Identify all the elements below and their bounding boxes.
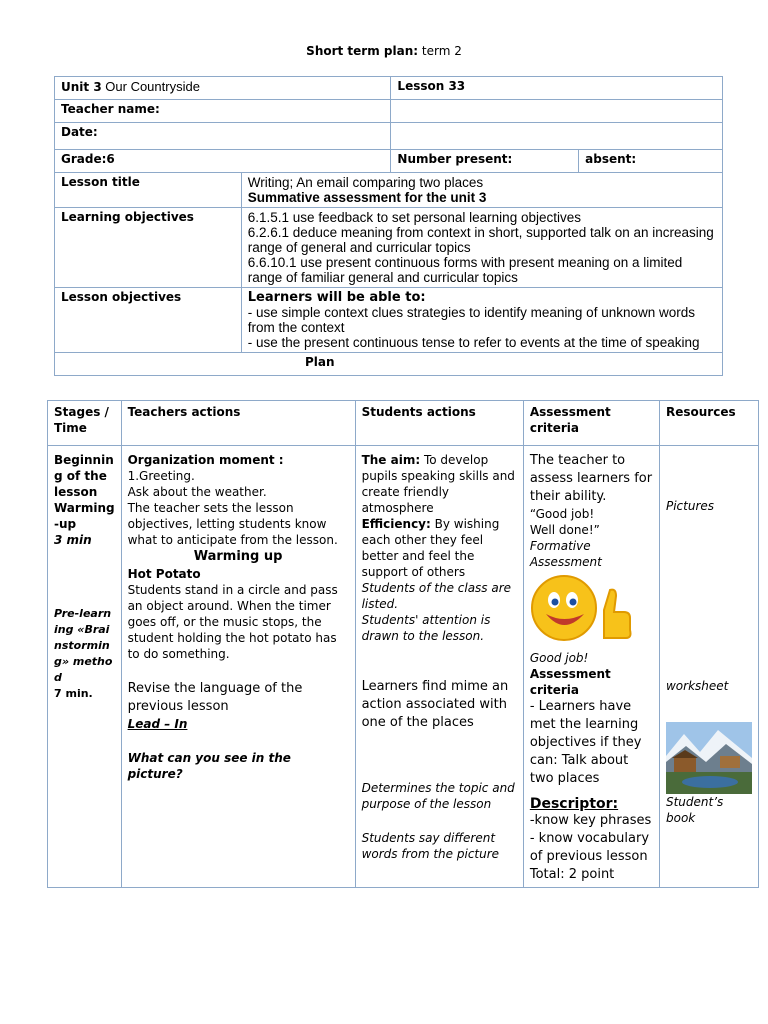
- descriptor-heading: Descriptor:: [529, 796, 619, 812]
- date-value: [391, 123, 723, 150]
- stage-pre-learning: Pre-learning «Brainstorming» method: [54, 607, 113, 684]
- title-bold: Short term plan:: [306, 44, 419, 58]
- hot-potato-text: Students stand in a circle and pass an object around. When the timer goes off, or the music stops, the student holding the hot potato has to do something.: [127, 583, 338, 661]
- grade-label: Grade:6: [55, 150, 391, 173]
- lesson-number: Lesson 33: [391, 77, 723, 100]
- formative-assessment: Formative Assessment: [529, 539, 602, 569]
- stage-beginning: Beginning of the lesson: [54, 453, 114, 499]
- total-points: Total: 2 point: [529, 867, 615, 882]
- resource-students-book: Student’s book: [665, 795, 724, 825]
- aim-label: The aim:: [361, 453, 421, 467]
- lead-in: Lead – In: [127, 717, 188, 731]
- hot-potato-heading: Hot Potato: [127, 567, 201, 581]
- header-assessment-criteria: Assessment criteria: [523, 401, 659, 446]
- revise-text: Revise the language of the previous lesson: [127, 681, 303, 714]
- learning-objectives-label: Learning objectives: [55, 208, 242, 288]
- warming-up-heading: Warming up: [193, 549, 283, 564]
- learning-objectives-value: [241, 208, 722, 288]
- efficiency-text: [362, 516, 517, 580]
- lesson-title-value: [241, 173, 722, 208]
- learning-objective-item: 6.2.6.1 deduce meaning from context in short, supported talk on an increasing range of general and curricular topics: [247, 225, 714, 255]
- thumbs-up-smiley-icon: [530, 574, 634, 644]
- lesson-objective-item: - use simple context clues strategies to identify meaning of unknown words from the context: [247, 305, 695, 335]
- stage-time-2: 7 min.: [54, 687, 93, 700]
- date-label: Date:: [55, 123, 391, 150]
- lesson-title-label: Lesson title: [55, 173, 242, 208]
- efficiency-value: By wishing each other they feel better and feel the support of others: [361, 517, 500, 579]
- organization-moment: Organization moment :: [127, 453, 284, 467]
- aim-value: To develop pupils speaking skills and create friendly atmosphere: [361, 453, 515, 515]
- plan-table: [47, 400, 759, 888]
- descriptor-item: - know vocabulary of previous lesson: [529, 831, 650, 864]
- criteria-heading: Assessment criteria: [529, 667, 611, 697]
- teacher-name-value: [391, 100, 723, 123]
- stages-cell: [48, 446, 122, 888]
- resource-pictures: Pictures: [665, 499, 715, 513]
- resources-cell: [659, 446, 758, 888]
- title-rest: term 2: [418, 44, 462, 58]
- number-present-label: Number present:: [391, 150, 579, 173]
- header-teachers-actions: Teachers actions: [121, 401, 355, 446]
- lesson-title-line2: Summative assessment for the unit 3: [247, 190, 487, 205]
- learning-objective-item: 6.6.10.1 use present continuous forms with present meaning on a limited range of familiar general and curricular topics: [247, 255, 683, 285]
- students-actions-cell: [355, 446, 523, 888]
- ask-weather: Ask about the weather.: [127, 485, 267, 499]
- assessment-cell: [523, 446, 659, 888]
- say-words: Students say different words from the picture: [361, 831, 500, 861]
- learning-objective-item: 6.1.5.1 use feedback to set personal learning objectives: [247, 210, 581, 225]
- descriptor-item: -know key phrases: [529, 813, 652, 828]
- lesson-objectives-value: [241, 288, 722, 353]
- greeting: 1.Greeting.: [127, 469, 195, 483]
- header-stages: Stages / Time: [48, 401, 122, 446]
- efficiency-label: Efficiency:: [361, 517, 431, 531]
- header-students-actions: Students actions: [355, 401, 523, 446]
- absent-label: absent:: [579, 150, 723, 173]
- header-resources: Resources: [659, 401, 758, 446]
- students-listed: Students of the class are listed.: [361, 581, 512, 611]
- resource-worksheet: worksheet: [665, 679, 729, 693]
- good-job-quote: “Good job! Well done!”: [529, 507, 600, 537]
- lesson-title-line1: Writing; An email comparing two places: [247, 175, 484, 190]
- unit-name: Our Countryside: [101, 79, 200, 94]
- unit-label: Unit 3: [61, 80, 102, 94]
- aim-text: [362, 452, 517, 516]
- criteria-text: - Learners have met the learning objectives if they can: Talk about two places: [529, 699, 642, 786]
- good-job-caption: Good job!: [529, 651, 589, 665]
- lesson-objective-item: - use the present continuous tense to refer to events at the time of speaking: [247, 335, 700, 350]
- page-title: [0, 44, 768, 58]
- plan-heading: Plan: [55, 353, 723, 376]
- students-attention: Students' attention is drawn to the lesson.: [361, 613, 491, 643]
- stage-time-1: 3 min: [54, 533, 92, 547]
- lesson-info-table: [54, 76, 723, 376]
- lesson-objectives-label: Lesson objectives: [55, 288, 242, 353]
- lesson-objectives-head: Learners will be able to:: [247, 290, 426, 305]
- teachers-actions-cell: [121, 446, 355, 888]
- teacher-assess: The teacher to assess learners for their ability.: [529, 453, 653, 504]
- picture-question: What can you see in the picture?: [127, 751, 291, 781]
- unit-cell: [55, 77, 391, 100]
- mime-text: Learners find mime an action associated with one of the places: [361, 679, 509, 730]
- stage-warming: Warming -up: [54, 501, 115, 531]
- teacher-name-label: Teacher name:: [55, 100, 391, 123]
- determines-topic: Determines the topic and purpose of the lesson: [361, 781, 515, 811]
- countryside-photo: [666, 722, 752, 794]
- sets-objectives: The teacher sets the lesson objectives, letting students know what to anticipate from the lesson.: [127, 501, 338, 547]
